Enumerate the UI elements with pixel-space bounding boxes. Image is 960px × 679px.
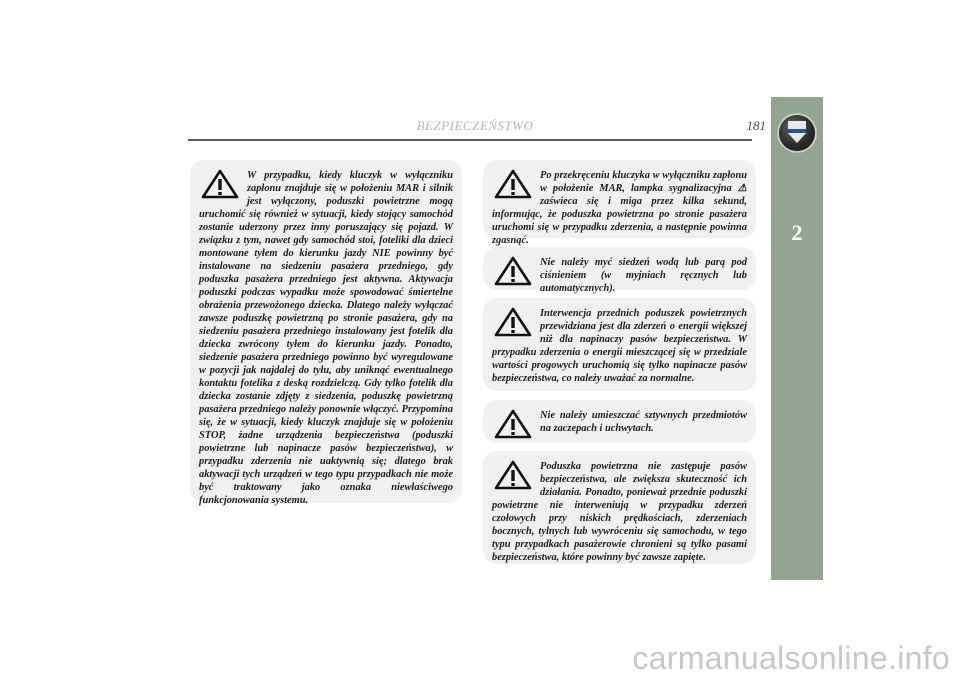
- warning-text: Nie należy umieszczać sztywnych przedmiotów na zaczepach i uchwytach.: [540, 410, 747, 434]
- warning-text: W przypadku, kiedy kluczyk w wyłączniku zapłonu znajduje się w położeniu MAR i silnik jest wyłączony, poduszki powietrzne mogą uruchomić się również w sytuacji, kiedy stojący samochód zostanie uderzony przez inny poruszający się pojazd. W związku z tym, nawet gdy samochód stoi, foteliki dla dzieci montowane tyłem do kierunku jazdy NIE powinny być instalowane na siedzeniu pasażera przedniego, gdy poduszka pasażera przedniego jest aktywna. Aktywacja poduszki podczas wypadku może spowodować śmiertelne obrażenia przewożonego dziecka. Dlatego należy wyłączać zawsze poduszkę powietrzną po stronie pasażera, gdy na siedzeniu pasażera przedniego instalowany jest fotelik dla dziecka zwrócony tyłem do kierunku jazdy. Ponadto, siedzenie pasażera przedniego powinno być wyregulowane w pozycji jak najdalej do tyłu, aby uniknąć ewentualnego kontaktu fotelika z deską rozdzielczą. Gdy tylko fotelik dla dziecka zostanie zdjęty z siedzenia, poduszkę powietrzną pasażera przedniego należy ponownie włączyć. Przypomina się, że w sytuacji, kiedy kluczyk znajduje się w położeniu STOP, żadne urządzenia bezpieczeństwa (poduszki powietrzne lub napinacze pasów bezpieczeństwa), w przypadku zderzenia nie uaktywnią się; dlatego brak aktywacji tych urządzeń w tego typu przypadkach nie może być traktowany jako oznaka niewłaściwego funkcjonowania systemu.: [199, 170, 453, 506]
- warning-box-seat-belts: [483, 451, 756, 564]
- warning-box-child-seat: [190, 160, 462, 506]
- warning-text: Poduszka powietrzna nie zastępuje pasów bezpieczeństwa, ale zwiększa skuteczność ich działania. Ponadto, ponieważ przednie poduszki powietrzne nie interweniują w przypadku zderzeń czołowych przy niskich prędkościach, zderzeniach bocznych, tylnych lub wywróceniu się samochodu, w tego typu przypadkach pasażerowie chronieni są tylko pasami bezpieczeństwa, które powinny być zawsze zapięte.: [492, 461, 747, 563]
- page-number: 181: [746, 118, 766, 133]
- warning-triangle-icon: [494, 460, 532, 490]
- warning-box-seat-washing: [483, 247, 756, 294]
- warning-box-rigid-objects: [483, 400, 756, 443]
- warning-text: Interwencja przednich poduszek powietrznych przewidziana jest dla zderzeń o energii większej niż dla napinaczy pasów bezpieczeństwa. W przypadku zderzenia o energii mieszczącej się w przedziale wartości progowych uruchomią się tylko napinacze pasów bezpieczeństwa, co należy uważać za normalne.: [492, 308, 747, 384]
- warning-triangle-icon: [494, 256, 532, 286]
- warning-text: Po przekręceniu kluczyka w wyłączniku zapłonu w położenie MAR, lampka sygnalizacyjna ⚠ zaświeca się i miga przez kilka sekund, informując, że poduszka powietrzna po stronie pasażera uruchomi się w przypadku zderzenia, a następnie powinna zgasnąć.: [492, 170, 747, 246]
- watermark: carmanualsonline.info: [632, 640, 950, 676]
- chapter-number: 2: [791, 220, 803, 245]
- warning-text: Nie należy myć siedzeń wodą lub parą pod ciśnieniem (w myjniach ręcznych lub automatycznych).: [540, 257, 747, 294]
- header-divider: [188, 139, 752, 141]
- warning-triangle-icon: [494, 307, 532, 337]
- warning-triangle-icon: [201, 169, 239, 199]
- warning-triangle-icon: [494, 169, 532, 199]
- warning-box-airbag-thresholds: [483, 298, 756, 391]
- page-section-title: BEZPIECZEŃSTWO: [416, 118, 534, 133]
- warning-box-warning-light: [483, 160, 756, 246]
- warning-triangle-icon: [494, 409, 532, 439]
- chapter-side-tab: [771, 97, 823, 580]
- lancia-shield-icon: [779, 115, 815, 151]
